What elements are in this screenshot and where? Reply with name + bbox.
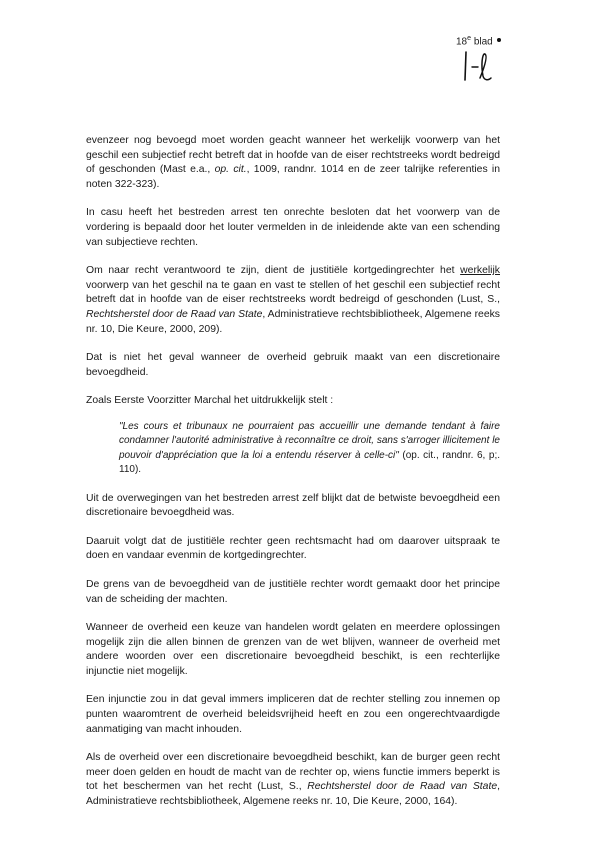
paragraph-3: Om naar recht verantwoord te zijn, dient de justitiële kortgedingrechter het werkelijk voorwerp van het geschil na te gaan en vast te stellen of het geschil een subjectief recht betreft dat in hoofde van de eiser rechtstreeks wordt bedreigd of geschonden (Lust, S., Rechtsherstel door de Raad van State, Administratieve rechtsbibliotheek, Algemene reeks nr. 10, Die Keure, 2000, 209). bbox=[86, 265, 500, 335]
paragraph-4: Dat is niet het geval wanneer de overheid gebruik maakt van een discretionaire bevoegdheid. bbox=[86, 352, 500, 378]
paragraph-6: Uit de overwegingen van het bestreden arrest zelf blijkt dat de betwiste bevoegdheid een discretionaire bevoegdheid was. bbox=[86, 492, 500, 519]
paragraph-5: Zoals Eerste Voorzitter Marchal het uitdrukkelijk stelt : bbox=[86, 395, 334, 407]
page-number-suffix: e bbox=[467, 35, 472, 42]
paragraph-11: Als de overheid over een discretionaire bevoegdheid beschikt, kan de burger geen recht meer doen gelden en houdt de macht van de rechter op, wiens functie immers beperkt is tot het beschermen van het recht (Lust, S., Rechtsherstel door de Raad van State, Administratieve rechtsbibliotheek, Algemene reeks nr. 10, Die Keure, 2000, 164). bbox=[86, 752, 500, 808]
ink-dot-mark bbox=[497, 38, 501, 42]
document-body bbox=[86, 134, 500, 824]
paragraph-7: Daaruit volgt dat de justitiële rechter geen rechtsmacht had om daarover uitspraak te doen en vandaar evenmin de kortgedingrechter. bbox=[86, 535, 500, 562]
page-number-value: 18 bbox=[456, 36, 468, 48]
page-number bbox=[456, 35, 493, 47]
paragraph-9: Wanneer de overheid een keuze van handelen wordt gelaten en meerdere oplossingen mogelijk zijn die allen binnen de grenzen van de wet blijven, wanneer de overheid met andere woorden over een discretionaire bevoegdheid beschikt, is een rechterlijke injunctie niet mogelijk. bbox=[86, 622, 500, 677]
paragraph-8: De grens van de bevoegdheid van de justitiële rechter wordt gemaakt door het principe van de scheiding der machten. bbox=[86, 578, 500, 605]
paragraph-10: Een injunctie zou in dat geval immers impliceren dat de rechter stelling zou innemen op punten waaromtrent de overheid beleidsvrijheid heeft en zou een ongerechtvaardigde aanmatiging van macht inhouden. bbox=[86, 694, 500, 735]
underlined-werkelijk: werkelijk bbox=[460, 265, 500, 277]
quote-citation: (op. cit., randnr. 6, p;. 110). bbox=[119, 449, 500, 476]
quote-text: "Les cours et tribunaux ne pourraient pas accueillir une demande tendant à faire condamner l'autorité administrative à reconnaître ce droit, sans s'arroger illicitement le pouvoir d'appréciation que la loi a entendu réserver à celle-ci" bbox=[119, 420, 500, 461]
block-quote bbox=[119, 420, 500, 478]
paragraph-2: In casu heeft het bestreden arrest ten onrechte besloten dat het voorwerp van de vordering is bepaald door het louter vermelden in de inleidende akte van een schending van subjectieve rechten. bbox=[86, 207, 500, 248]
handwritten-mark-drawing bbox=[458, 50, 498, 84]
paragraph-1: evenzeer nog bevoegd moet worden geacht wanneer het werkelijk voorwerp van het geschil een subjectief recht betreft dat in hoofde van de eiser rechtstreeks wordt bedreigd of geschonden (Mast e.a., op. cit., 1009, randnr. 1014 en de zeer talrijke referenties in noten 322-323). bbox=[86, 135, 501, 190]
page-word: blad bbox=[473, 36, 493, 48]
handwritten-mark bbox=[458, 50, 498, 89]
